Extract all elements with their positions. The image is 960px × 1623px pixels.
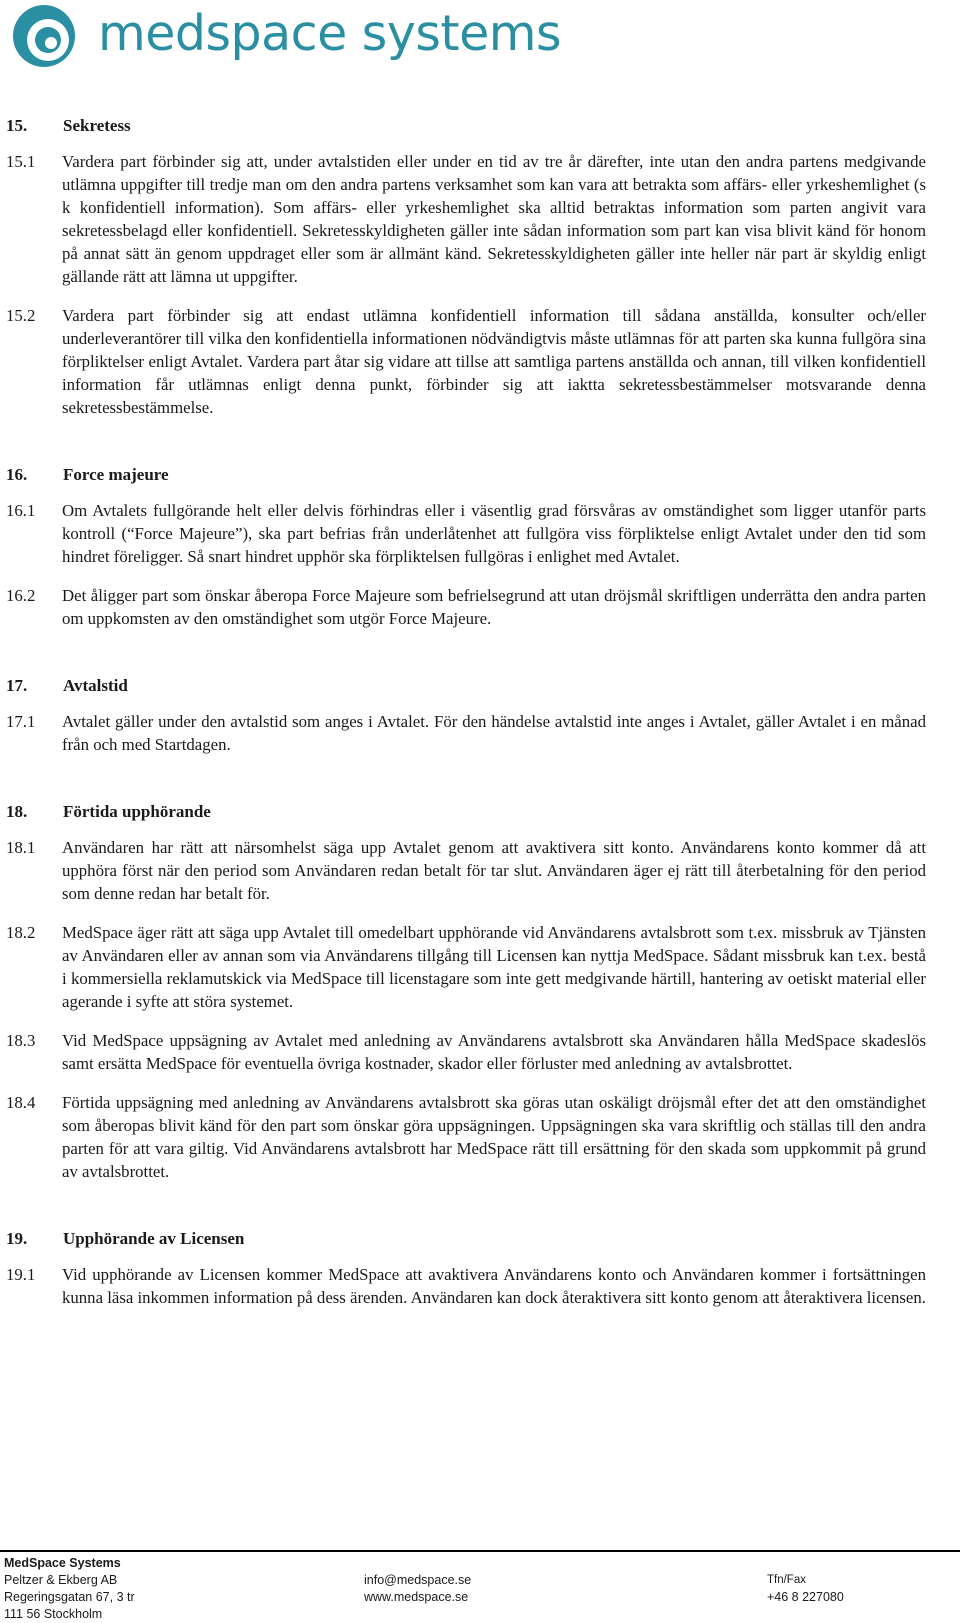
section-title: Upphörande av Licensen xyxy=(63,1229,245,1248)
clause xyxy=(6,836,926,905)
clause xyxy=(6,1263,926,1309)
clause-number: 18.1 xyxy=(6,838,36,857)
footer-street: Regeringsgatan 67, 3 tr xyxy=(4,1590,135,1604)
footer-phone-label: Tfn/Fax xyxy=(767,1574,806,1586)
clause-text: Det åligger part som önskar åberopa Force Majeure som befrielsegrund att utan dröjsmål skriftligen underrätta den andra parten om uppkomsten av den omständighet som utgör Force Majeure. xyxy=(62,586,926,628)
clause-number: 16.2 xyxy=(6,586,36,605)
section-title: Avtalstid xyxy=(63,676,128,695)
footer-address xyxy=(4,1555,135,1623)
clause-number: 18.2 xyxy=(6,923,36,942)
clause-text: Avtalet gäller under den avtalstid som anges i Avtalet. För den händelse avtalstid inte anges i Avtalet, gäller Avtalet i en månad från och med Startdagen. xyxy=(62,712,926,754)
clause xyxy=(6,921,926,1013)
section-number: 16. xyxy=(6,465,28,484)
section-title: Force majeure xyxy=(63,465,169,484)
footer-postal: 111 56 Stockholm xyxy=(4,1607,103,1621)
clause xyxy=(6,584,926,630)
section-number: 19. xyxy=(6,1229,28,1248)
clause xyxy=(6,499,926,568)
clause-text: Användaren har rätt att närsomhelst säga upp Avtalet genom att avaktivera sitt konto. Användarens konto kommer då att upphöra först när den period som Användaren redan betalt för tar slut. Användaren äger ej rätt till återbetalning för den period som denne redan har betalt för. xyxy=(62,838,926,903)
section-heading xyxy=(6,463,926,486)
footer-web[interactable]: www.medspace.se xyxy=(364,1590,469,1604)
section-number: 18. xyxy=(6,802,28,821)
section-15 xyxy=(6,114,926,419)
clause xyxy=(6,1091,926,1183)
clause-number: 19.1 xyxy=(6,1265,36,1284)
clause xyxy=(6,150,926,288)
document-body xyxy=(6,114,926,1353)
company-logo xyxy=(4,2,561,70)
section-16 xyxy=(6,463,926,630)
clause xyxy=(6,710,926,756)
footer-phone: +46 8 227080 xyxy=(767,1590,844,1604)
clause-number: 15.1 xyxy=(6,152,36,171)
section-number: 15. xyxy=(6,116,28,135)
company-name: medspace systems xyxy=(98,4,561,62)
clause-number: 17.1 xyxy=(6,712,36,731)
page-footer xyxy=(0,1550,960,1623)
footer-email[interactable]: info@medspace.se xyxy=(364,1573,472,1587)
clause xyxy=(6,304,926,419)
clause-text: Vardera part förbinder sig att endast utlämna konfidentiell information till sådana anställda, konsulter och/eller underleverantörer till vilka den konfidentiella informationen nödvändigtvis måste utlämnas för att parten ska kunna fullgöra sina förpliktelser enligt Avtalet. Vardera part åtar sig vidare att tillse att samtliga partens anställda och annan, till vilken konfidentiell information får utlämnas enligt denna punkt, förbinder sig att iaktta sekretessbestämmelser motsvarande denna sekretessbestämmelse. xyxy=(62,306,926,417)
section-heading xyxy=(6,1227,926,1250)
medspace-circle-logo-icon xyxy=(4,3,84,69)
footer-phone-block xyxy=(767,1572,844,1606)
section-heading xyxy=(6,114,926,137)
clause-text: MedSpace äger rätt att säga upp Avtalet till omedelbart upphörande vid Användarens avtalsbrott som t.ex. missbruk av Tjänsten av Användaren eller av annan som via Användarens tillgång till Licensen kan nyttja MedSpace. Sådant missbruk kan t.ex. bestå i kommersiella reklamutskick via MedSpace till licenstagare som inte gett medgivande härtill, hantering av oetiskt material eller agerande i syfte att störa systemet. xyxy=(62,923,926,1011)
section-heading xyxy=(6,674,926,697)
footer-owner: Peltzer & Ekberg AB xyxy=(4,1573,118,1587)
section-19 xyxy=(6,1227,926,1309)
clause-text: Vardera part förbinder sig att, under avtalstiden eller under en tid av tre år därefter, inte utan den andra partens medgivande utlämna uppgifter till tredje man om den andra partens verksamhet som kan vara att betrakta som affärs- eller yrkeshemlighet (s k konfidentiell information). Som affärs- eller yrkeshemlighet ska alltid betraktas information som parten angivit vara sekretessbelagd eller konfidentiell. Sekretesskyldigheten gäller inte sådan information som part kan visa blivit känd för honom på annat sätt än genom uppdraget eller som är allmänt känd. Sekretesskyldigheten gäller inte heller när part är skyldig enligt gällande rätt att lämna ut uppgifter. xyxy=(62,152,926,286)
section-17 xyxy=(6,674,926,756)
section-title: Sekretess xyxy=(63,116,131,135)
section-number: 17. xyxy=(6,676,28,695)
clause-text: Vid MedSpace uppsägning av Avtalet med anledning av Användarens avtalsbrott ska Användaren hålla MedSpace skadeslös samt ersätta MedSpace för eventuella övriga kostnader, skador eller förluster med anledning av avtalsbrottet. xyxy=(62,1031,926,1073)
clause xyxy=(6,1029,926,1075)
clause-number: 18.3 xyxy=(6,1031,36,1050)
clause-text: Om Avtalets fullgörande helt eller delvis förhindras eller i väsentlig grad försvåras av omständighet som ligger utanför parts kontroll (“Force Majeure”), ska part befrias från underlåtenhet att fullgöra viss förpliktelse enligt Avtalet under den tid som hindret föreligger. Så snart hindret upphör ska förpliktelsen fullgöras i enlighet med Avtalet. xyxy=(62,501,926,566)
footer-contact xyxy=(364,1572,471,1606)
clause-number: 16.1 xyxy=(6,501,36,520)
clause-text: Vid upphörande av Licensen kommer MedSpace att avaktivera Användarens konto och Användaren kommer i fortsättningen kunna läsa inkommen information på dess ärenden. Användaren kan dock återaktivera sitt konto genom att återaktivera licensen. xyxy=(62,1265,926,1307)
section-title: Förtida upphörande xyxy=(63,802,211,821)
clause-number: 15.2 xyxy=(6,306,36,325)
clause-text: Förtida uppsägning med anledning av Användarens avtalsbrott ska göras utan oskäligt dröjsmål efter det att den omständighet som åberopas blivit känd för den part som önskar göra uppsägningen. Uppsägningen ska vara skriftlig och ställas till den andra parten för att vara giltig. Vid Användarens avtalsbrott har MedSpace rätt till ersättning för den skada som uppkommit på grund av avtalsbrottet. xyxy=(62,1093,926,1181)
section-heading xyxy=(6,800,926,823)
clause-number: 18.4 xyxy=(6,1093,36,1112)
footer-company: MedSpace Systems xyxy=(4,1556,121,1570)
section-18 xyxy=(6,800,926,1183)
